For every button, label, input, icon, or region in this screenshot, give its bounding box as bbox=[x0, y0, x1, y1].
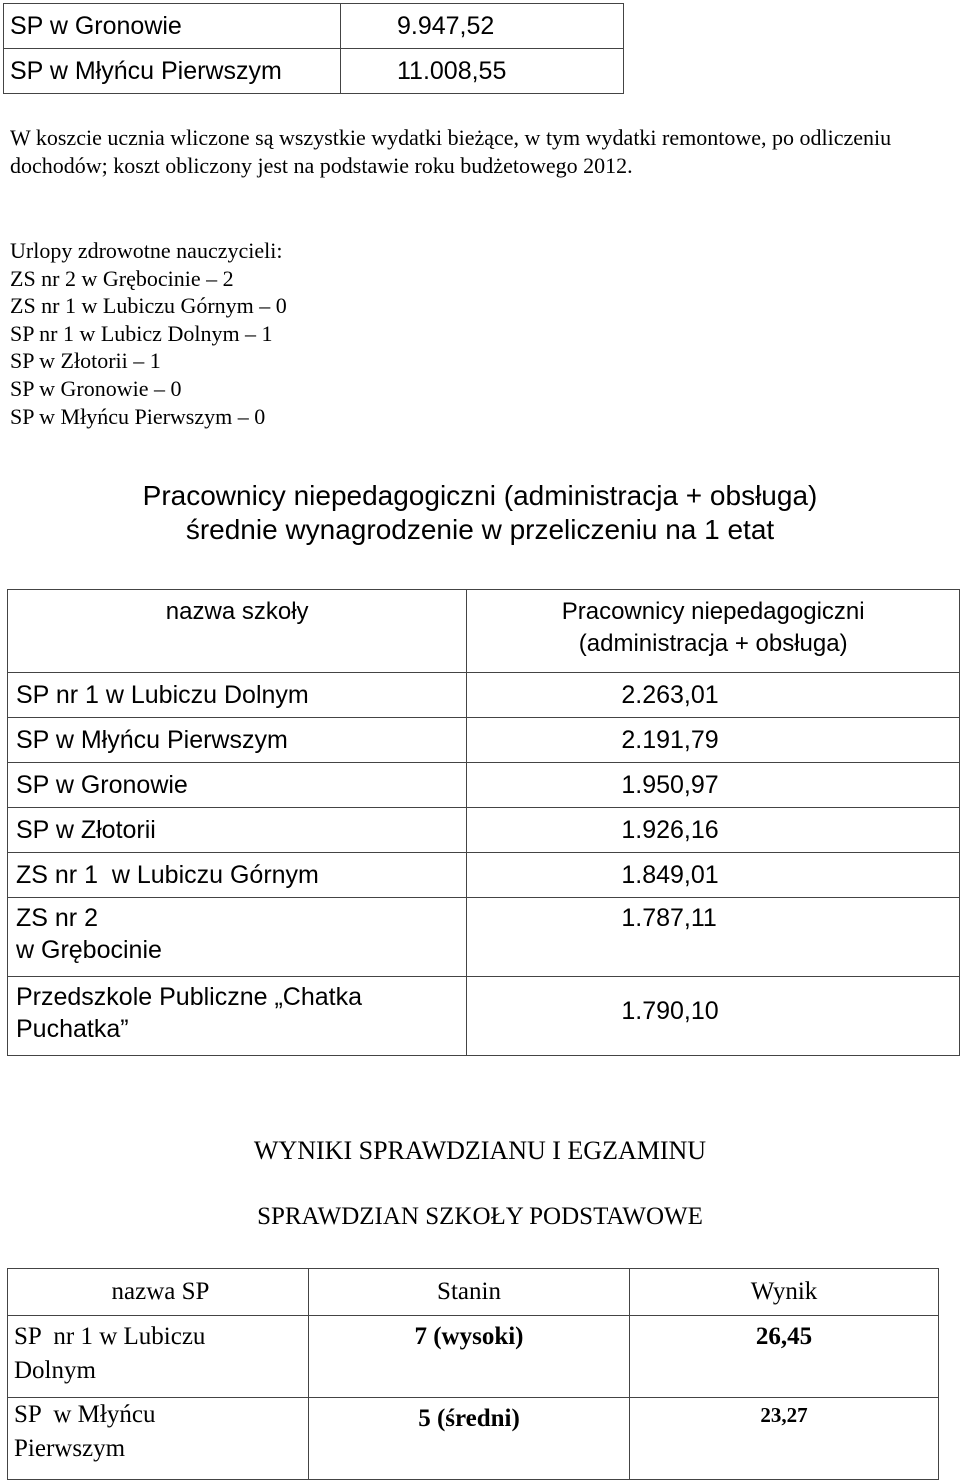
table-cell-stanin: 5 (średni) bbox=[309, 1398, 630, 1480]
table-row bbox=[4, 4, 624, 49]
table-row bbox=[8, 1398, 939, 1480]
cost-note: W koszcie ucznia wliczone są wszystkie wydatki bieżące, w tym wydatki remontowe, po odliczeniu dochodów; koszt obliczony jest na podstawie roku budżetowego 2012. bbox=[10, 125, 892, 178]
school-name-line1: ZS nr 2 bbox=[16, 904, 98, 932]
table-cell-school: SP w Młyńcu Pierwszym bbox=[8, 718, 467, 763]
school-name-line1: SP nr 1 w Lubiczu bbox=[14, 1323, 206, 1350]
column-header-staff bbox=[467, 590, 960, 673]
salary-table bbox=[7, 589, 960, 1056]
table-cell-school bbox=[8, 977, 467, 1056]
school-name-line2: Puchatka” bbox=[16, 1015, 129, 1043]
list-item: ZS nr 1 w Lubiczu Górnym – 0 bbox=[10, 293, 287, 319]
table-row bbox=[8, 763, 960, 808]
column-header-school: nazwa szkoły bbox=[8, 590, 467, 673]
table-row bbox=[8, 808, 960, 853]
salary-heading bbox=[0, 479, 960, 547]
table-row bbox=[8, 898, 960, 977]
table-cell-value: 2.263,01 bbox=[467, 673, 960, 718]
table-cell-value: 1.790,10 bbox=[467, 977, 960, 1056]
table-cell-stanin: 7 (wysoki) bbox=[309, 1316, 630, 1398]
exam-results-table bbox=[7, 1268, 939, 1480]
table-cell-school: SP w Złotorii bbox=[8, 808, 467, 853]
exam-heading: SPRAWDZIAN SZKOŁY PODSTAWOWE bbox=[257, 1203, 703, 1230]
table-cell-value: 1.849,01 bbox=[467, 853, 960, 898]
column-header-result: Wynik bbox=[630, 1269, 939, 1316]
table-row bbox=[8, 1316, 939, 1398]
results-heading: WYNIKI SPRAWDZIANU I EGZAMINU bbox=[253, 1136, 707, 1165]
table-cell-school: SP w Gronowie bbox=[8, 763, 467, 808]
table-cell-result: 26,45 bbox=[630, 1316, 939, 1398]
table-header-row bbox=[8, 1269, 939, 1316]
table-header-row bbox=[8, 590, 960, 673]
column-header-staff-line1: Pracownicy niepedagogiczni bbox=[561, 598, 865, 625]
table-row bbox=[8, 673, 960, 718]
salary-heading-line1: Pracownicy niepedagogiczni (administracja + obsługa) bbox=[142, 480, 818, 511]
school-name-line1: Przedszkole Publiczne „Chatka bbox=[16, 983, 362, 1011]
table-cell-value: 1.787,11 bbox=[467, 898, 960, 977]
school-name-line2: Dolnym bbox=[14, 1357, 96, 1384]
health-leave-section bbox=[10, 237, 287, 430]
table-cell-value: 9.947,52 bbox=[341, 4, 624, 49]
table-row bbox=[8, 977, 960, 1056]
column-header-staff-line2: (administracja + obsługa) bbox=[578, 630, 848, 657]
column-header-school: nazwa SP bbox=[8, 1269, 309, 1316]
table-cell-school bbox=[8, 898, 467, 977]
table-cell-school: SP w Młyńcu Pierwszym bbox=[4, 49, 341, 94]
list-item: ZS nr 2 w Grębocinie – 2 bbox=[10, 265, 234, 291]
table-cell-school bbox=[8, 1316, 309, 1398]
list-item: SP w Młyńcu Pierwszym – 0 bbox=[10, 403, 266, 429]
school-name-line2: Pierwszym bbox=[14, 1435, 126, 1462]
column-header-stanin: Stanin bbox=[309, 1269, 630, 1316]
table-row bbox=[8, 718, 960, 763]
table-row bbox=[8, 853, 960, 898]
table-cell-school: SP nr 1 w Lubiczu Dolnym bbox=[8, 673, 467, 718]
health-leave-title: Urlopy zdrowotne nauczycieli: bbox=[10, 238, 283, 263]
table-cell-value: 2.191,79 bbox=[467, 718, 960, 763]
table-cell-value: 1.950,97 bbox=[467, 763, 960, 808]
table-cell-school: SP w Gronowie bbox=[4, 4, 341, 49]
list-item: SP w Gronowie – 0 bbox=[10, 375, 182, 401]
cost-table bbox=[3, 3, 624, 94]
table-cell-school bbox=[8, 1398, 309, 1480]
table-cell-value: 11.008,55 bbox=[341, 49, 624, 94]
table-cell-value: 1.926,16 bbox=[467, 808, 960, 853]
table-cell-school: ZS nr 1 w Lubiczu Górnym bbox=[8, 853, 467, 898]
list-item: SP nr 1 w Lubicz Dolnym – 1 bbox=[10, 320, 273, 346]
school-name-line1: SP w Młyńcu bbox=[14, 1401, 156, 1428]
list-item: SP w Złotorii – 1 bbox=[10, 348, 161, 374]
table-cell-result: 23,27 bbox=[630, 1398, 939, 1480]
salary-heading-line2: średnie wynagrodzenie w przeliczeniu na 1 etat bbox=[185, 514, 775, 545]
school-name-line2: w Grębocinie bbox=[16, 936, 162, 964]
table-row bbox=[4, 49, 624, 94]
